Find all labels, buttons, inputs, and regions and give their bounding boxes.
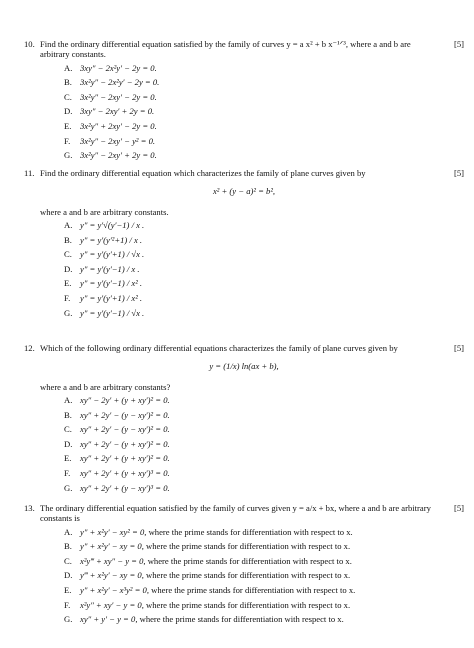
question-number: 11. [24,168,35,178]
choice-label: E. [64,585,72,595]
choice-note: , where the prime stands for differentiation with respect to x. [135,614,344,625]
choice-label: F. [64,292,71,303]
choice-expression: 3xy″ − 2xy′ + 2y = 0. [80,106,155,117]
choice-expression: 3xy″ − 2x²y′ − 2y = 0. [80,62,157,73]
question-number: 10. [24,39,35,49]
choice-label: A. [64,526,73,537]
choice-c [64,556,464,571]
question-text: Which of the following ordinary differential equations characterizes the family of plane curves given by [40,343,398,353]
choice-label: E. [64,278,72,289]
choice-expression: y″ = y′(y′−1) / √x . [80,307,145,318]
choice-expression: xy″ + 2y′ + (y + xy′)² = 0. [80,453,170,464]
choice-expression: y‴ + x²y′ − xy = 0 [80,570,142,581]
choice-label: D. [64,570,73,581]
choice-f [64,600,464,615]
question-condition: where a and b are arbitrary constants? [40,381,171,392]
choice-c [64,424,464,439]
choice-expression: y″ + x²y′ − xy² = 0 [80,526,145,537]
choice-expression: xy″ + 2y′ + (y + xy′)³ = 0. [80,467,170,478]
choice-note: , where the prime stands for differentiation with respect to x. [141,599,351,610]
question-marks: [5] [453,39,464,49]
choice-expression: y″ + x²y′ − xy = 0 [80,541,142,552]
choice-expression: 3x²y″ − 2xy′ + 2y = 0. [80,150,157,161]
choice-label: A. [64,62,73,73]
choice-label: C. [64,249,72,260]
choice-label: F. [64,599,71,610]
question-marks: [5] [453,503,464,513]
choice-expression: xy″ + 2y′ − (y + xy′)² = 0. [80,438,170,449]
choice-label: B. [64,409,72,420]
question-header [24,168,464,178]
choice-label: F. [64,135,71,146]
choice-f [64,293,464,308]
choice-g [64,483,464,498]
choice-expression: x²y″ + xy′ − y = 0 [80,599,142,610]
choice-expression: xy″ + 2y′ + (y − xy′)³ = 0. [80,482,170,493]
choice-label: C. [64,424,72,435]
choice-label: F. [64,467,71,478]
choice-expression: xy″ − 2y′ + (y + xy′)² = 0. [80,394,170,405]
question-text: The ordinary differential equation satisfied by the family of curves given y = a/x + bx, where a and b are arbitrary constants is [40,503,431,524]
choice-list [64,395,464,497]
choice-label: B. [64,234,72,245]
choice-label: E. [64,121,72,131]
choice-g [64,150,464,165]
choice-list [64,63,464,165]
choice-expression: y″ = y′(y′+1) / √x . [80,249,145,260]
question-marks: [5] [453,343,464,353]
choice-expression: y″ = y′(y′+1) / x² . [80,292,143,303]
choice-d [64,570,464,585]
question-text: Find the ordinary differential equation satisfied by the family of curves y = a x² + b x⁻¹ᐟ³, where a and b are arbitrary constants. [40,39,411,60]
display-equation: x² + (y − a)² = b², [212,186,276,197]
question-header [24,503,464,524]
choice-b [64,235,464,250]
question-marks: [5] [453,168,464,178]
choice-expression: y″ + x²y′ − x³y² = 0 [80,585,147,595]
choice-label: A. [64,219,73,230]
choice-expression: y″ = y′(y′²+1) / x . [80,234,143,245]
choice-label: D. [64,438,73,449]
question-number: 13. [24,503,35,513]
choice-expression: y″ = y′(y′−1) / x² . [80,278,143,289]
choice-label: G. [64,614,73,625]
question-header [24,39,464,60]
choice-expression: y″ = y′(y′−1) / x . [80,263,140,274]
question-10 [24,39,464,165]
choice-expression: 3x²y″ + 2xy′ − 2y = 0. [80,121,157,131]
choice-label: C. [64,555,72,566]
choice-expression: 3x²y″ − 2xy′ − 2y = 0. [80,91,157,102]
choice-d [64,264,464,279]
choice-a [64,220,464,235]
choice-label: E. [64,453,72,464]
choice-e [64,585,464,600]
choice-expression: 3x²y″ − 2x²y′ − 2y = 0. [80,77,160,88]
choice-e [64,278,464,293]
choice-label: C. [64,91,72,102]
display-equation: y = (1/x) ln(ax + b), [209,361,279,372]
choice-note: , where the prime stands for differentiation with respect to x. [146,585,356,595]
choice-g [64,308,464,323]
choice-expression: 3x²y″ − 2xy′ − y² = 0. [80,135,156,146]
choice-expression: xy″ + 2y′ − (y − xy′)² = 0. [80,409,170,420]
choice-list [64,220,464,322]
choice-a [64,395,464,410]
choice-expression: xy″ + y′ − y = 0 [80,614,136,625]
choice-c [64,92,464,107]
question-number: 12. [24,343,35,353]
question-12 [24,343,464,497]
question-header [24,343,464,353]
choice-expression: xy″ + 2y′ − (y − xy′)² = 0. [80,424,170,435]
choice-label: B. [64,541,72,552]
choice-f [64,468,464,483]
choice-g [64,614,464,629]
choice-d [64,106,464,121]
choice-expression: x²y‴ + xy″ − y = 0 [80,555,144,566]
choice-note: , where the prime stands for differentiation with respect to x. [141,570,351,581]
choice-e [64,121,464,136]
choice-label: G. [64,307,73,318]
choice-note: , where the prime stands for differentiation with respect to x. [144,526,353,537]
choice-label: G. [64,482,73,493]
choice-a [64,63,464,78]
choice-expression: y″ = y′√(y′−1) / x . [80,219,145,230]
choice-label: D. [64,106,73,117]
choice-b [64,77,464,92]
choice-f [64,136,464,151]
choice-list [64,527,464,629]
choice-label: G. [64,150,73,161]
choice-label: A. [64,394,73,405]
choice-note: , where the prime stands for differentiation with respect to x. [143,555,352,566]
choice-label: D. [64,263,73,274]
question-text: Find the ordinary differential equation which characterizes the family of plane curves given by [40,168,366,178]
choice-e [64,453,464,468]
choice-d [64,439,464,454]
choice-a [64,527,464,542]
choice-c [64,249,464,264]
question-13 [24,503,464,629]
choice-label: B. [64,77,72,88]
question-condition: where a and b are arbitrary constants. [40,206,169,217]
choice-b [64,541,464,556]
question-11 [24,168,464,322]
choice-b [64,410,464,425]
choice-note: , where the prime stands for differentiation with respect to x. [141,541,351,552]
